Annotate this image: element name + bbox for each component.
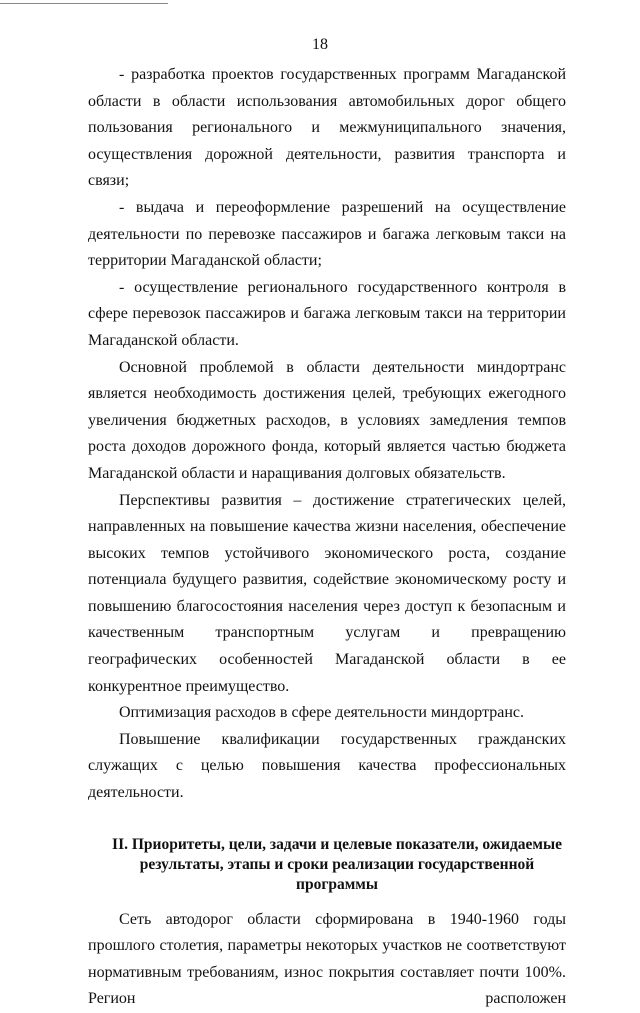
paragraph-5: Перспективы развития – достижение стратегических целей, направленных на повышение качества жизни населения, обеспечение высоких темпов устойчивого экономического роста, создание потенциала будущего развития, содействие экономическому росту и повышению благосостояния населения через доступ к безопасным и качественным транспортным услугам и превращению географических особенностей Магаданской области в ее конкурентное преимущество. xyxy=(88,491,566,695)
paragraph-7: Повышение квалификации государственных гражданских служащих с целью повышения качества профессиональных деятельности. xyxy=(88,730,566,802)
page-number: 18 xyxy=(312,36,328,53)
paragraph-4: Основной проблемой в области деятельности миндортранс является необходимость достижения целей, требующих ежегодного увеличения бюджетных расходов, в условиях замедления темпов роста доходов дорожного фонда, который является частью бюджета Магаданской области и наращивания долговых обязательств. xyxy=(88,358,566,482)
top-rule xyxy=(0,3,168,4)
paragraph-3: - осуществление регионального государственного контроля в сфере перевозок пассажиров и багажа легковым такси на территории Магаданской области. xyxy=(88,278,566,349)
paragraph-2: - выдача и переоформление разрешений на осуществление деятельности по перевозке пассажиров и багажа легковым такси на территории Магаданской области; xyxy=(88,198,566,270)
paragraph-6: Оптимизация расходов в сфере деятельности миндортранс. xyxy=(119,704,525,722)
document-body xyxy=(88,62,566,1013)
section-heading: II. Приоритеты, цели, задачи и целевые показатели, ожидаемые результаты, этапы и сроки реализации государственной программы xyxy=(112,835,562,893)
paragraph-1: - разработка проектов государственных программ Магаданской области в области использования автомобильных дорог общего пользования регионального и межмуниципального значения, осуществления дорожной деятельности, развития транспорта и связи; xyxy=(88,66,566,190)
section-paragraph: Сеть автодорог области сформирована в 1940-1960 годы прошлого столетия, параметры некоторых участков не соответствуют нормативным требованиям, износ покрытия составляет почти 100%. Регион расположен xyxy=(88,910,566,1008)
